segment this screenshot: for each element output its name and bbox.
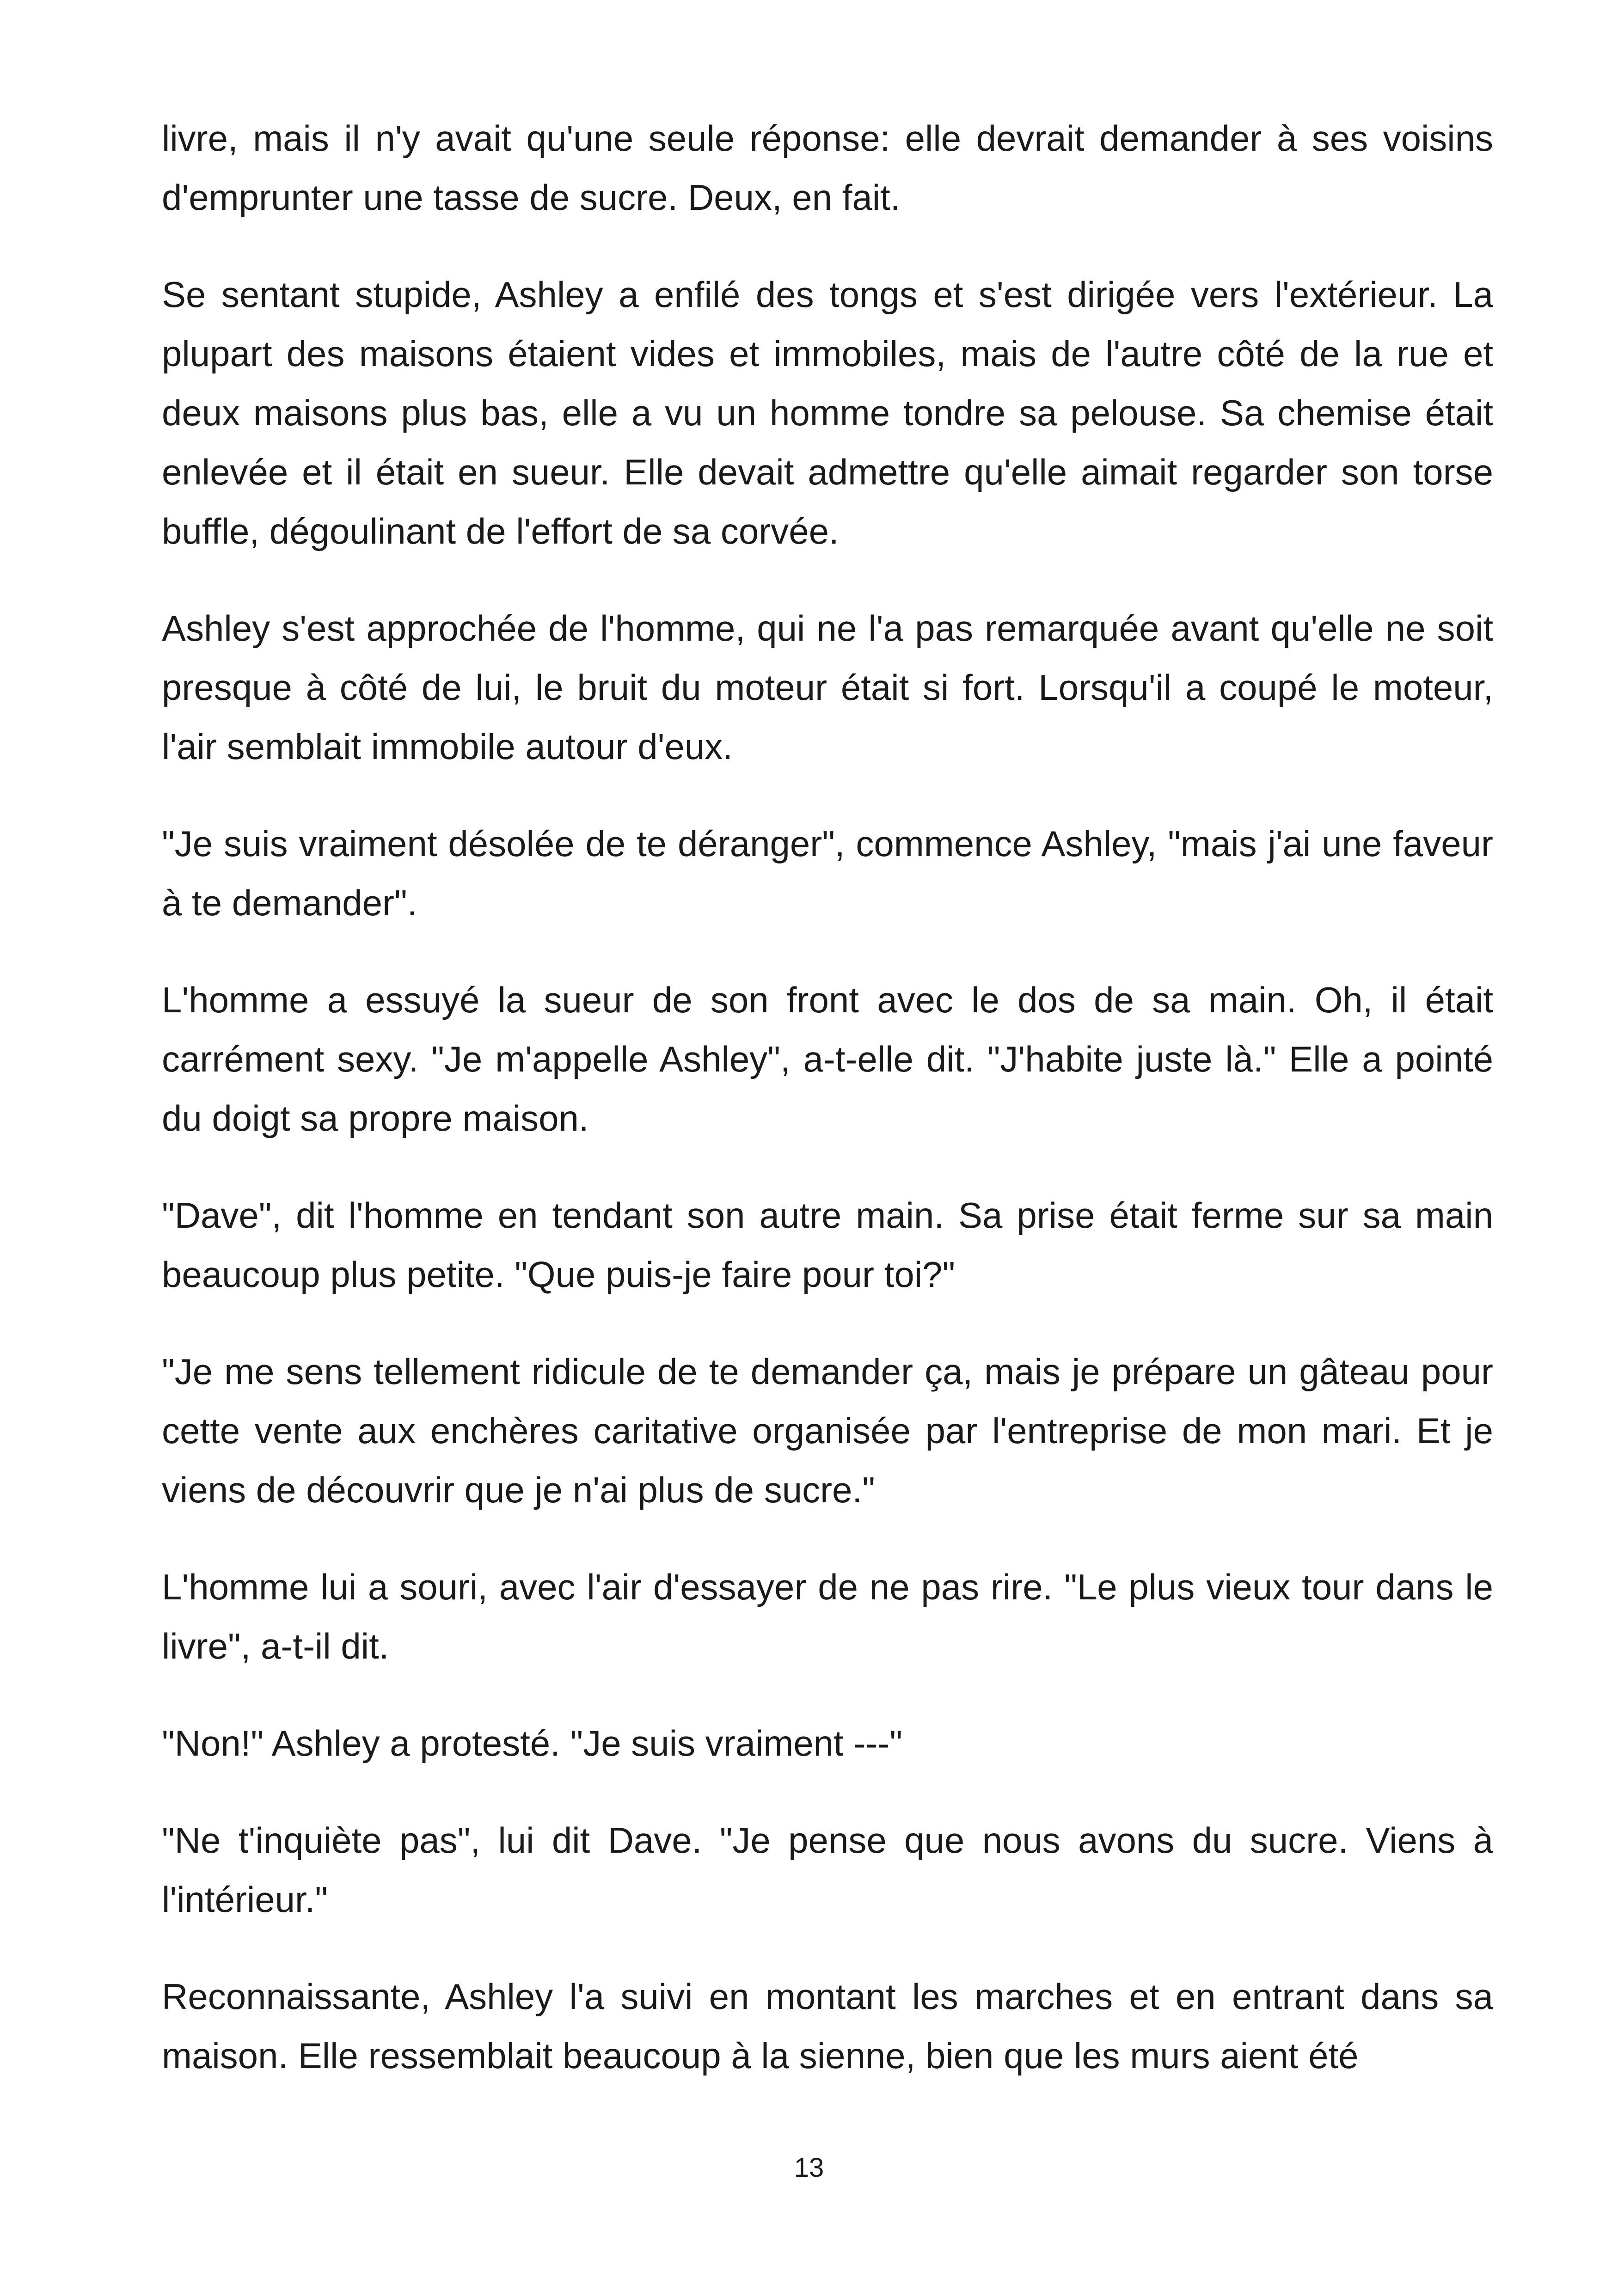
paragraph: Reconnaissante, Ashley l'a suivi en montant les marches et en entrant dans sa maison. Elle ressemblait beaucoup à la sienne, bien que les murs aient été [162,1976,1493,2076]
body-text [162,109,1493,2123]
paragraph: "Je me sens tellement ridicule de te demander ça, mais je prépare un gâteau pour cette vente aux enchères caritative organisée par l'entreprise de mon mari. Et je viens de découvrir que je n'ai plus de sucre." [162,1351,1493,1510]
paragraph: "Dave", dit l'homme en tendant son autre main. Sa prise était ferme sur sa main beaucoup plus petite. "Que puis-je faire pour toi?" [162,1195,1493,1295]
paragraph: "Non!" Ashley a protesté. "Je suis vraiment ---" [162,1723,903,1763]
paragraph: livre, mais il n'y avait qu'une seule réponse: elle devrait demander à ses voisins d'emprunter une tasse de sucre. Deux, en fait. [162,118,1493,218]
page-number: 13 [794,2153,824,2183]
paragraph: Ashley s'est approchée de l'homme, qui ne l'a pas remarquée avant qu'elle ne soit presque à côté de lui, le bruit du moteur était si fort. Lorsqu'il a coupé le moteur, l'air semblait immobile autour d'eux. [162,608,1493,767]
paragraph: Se sentant stupide, Ashley a enfilé des tongs et s'est dirigée vers l'extérieur. La plupart des maisons étaient vides et immobiles, mais de l'autre côté de la rue et deux maisons plus bas, elle a vu un homme tondre sa pelouse. Sa chemise était enlevée et il était en sueur. Elle devait admettre qu'elle aimait regarder son torse buffle, dégoulinant de l'effort de sa corvée. [162,274,1493,551]
paragraph: L'homme lui a souri, avec l'air d'essayer de ne pas rire. "Le plus vieux tour dans le livre", a-t-il dit. [162,1567,1493,1666]
paragraph: "Je suis vraiment désolée de te déranger", commence Ashley, "mais j'ai une faveur à te demander". [162,823,1493,923]
paragraph: "Ne t'inquiète pas", lui dit Dave. "Je pense que nous avons du sucre. Viens à l'intérieur." [162,1820,1493,1920]
paragraph: L'homme a essuyé la sueur de son front avec le dos de sa main. Oh, il était carrément sexy. "Je m'appelle Ashley", a-t-elle dit. "J'habite juste là." Elle a pointé du doigt sa propre maison. [162,980,1493,1139]
